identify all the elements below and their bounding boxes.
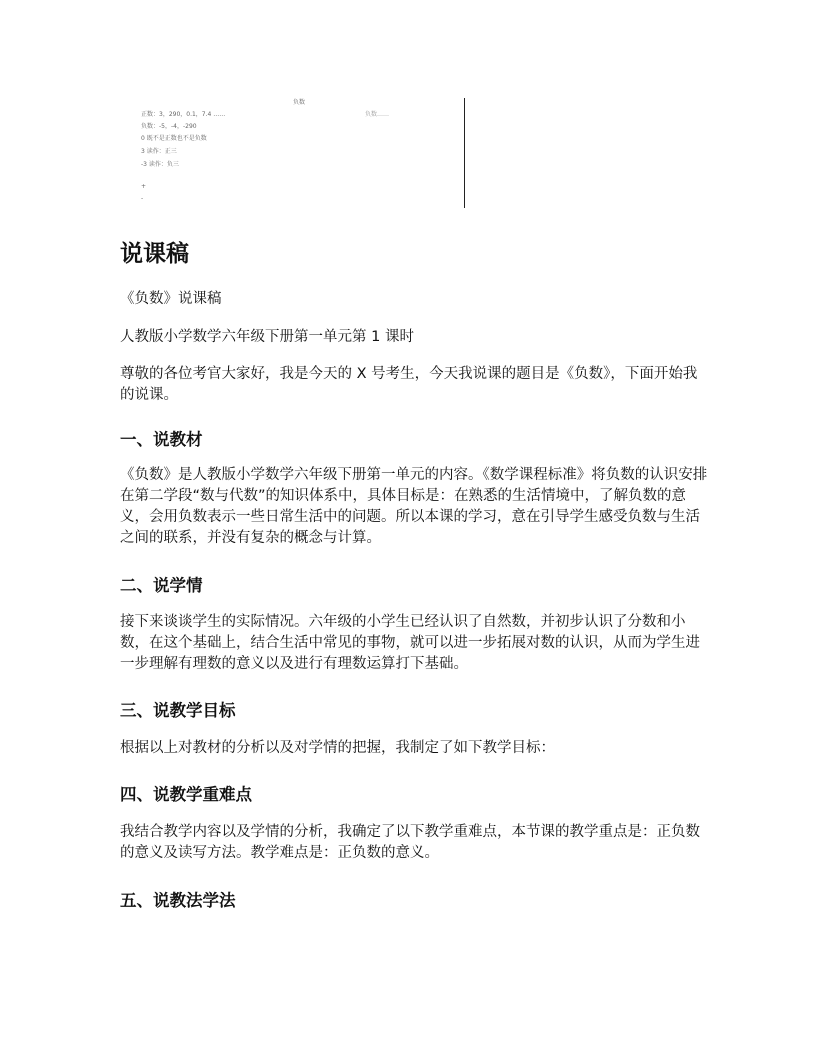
doc-subtitle: 《负数》说课稿 bbox=[120, 291, 222, 307]
board-line: + bbox=[141, 183, 147, 190]
board-divider bbox=[464, 98, 465, 208]
board-line: -3 读作：负三 bbox=[141, 161, 179, 168]
section-body-objectives: 根据以上对教材的分析以及对学情的把握，我制定了如下教学目标： bbox=[120, 740, 555, 756]
unit-line: 人教版小学数学六年级下册第一单元第 1 课时 bbox=[120, 329, 414, 345]
section-title-students: 二、说学情 bbox=[120, 576, 203, 595]
intro-paragraph: 尊敬的各位考官大家好，我是今天的 X 号考生，今天我说课的题目是《负数》，下面开始我的说课。 bbox=[120, 366, 698, 403]
board-line: 3 读作：正三 bbox=[141, 148, 177, 155]
section-title-methods: 五、说教法学法 bbox=[120, 891, 236, 910]
section-body-textbook: 《负数》是人教版小学数学六年级下册第一单元的内容。《数学课程标准》将负数的认识安排在第二学段“数与代数”的知识体系中，具体目标是：在熟悉的生活情境中，了解负数的意义，会用负数表示一些日常生活中的问题。所以本课的学习，意在引导学生感受负数与生活之间的联系，并没有复杂的概念与计算。 bbox=[120, 467, 708, 546]
section-title-objectives: 三、说教学目标 bbox=[120, 701, 236, 720]
board-line: 正数：3，290，0.1，7.4 …… bbox=[141, 111, 226, 118]
board-line: - bbox=[141, 195, 144, 202]
page-title: 说课稿 bbox=[120, 241, 189, 267]
blackboard-design-image bbox=[135, 96, 475, 210]
section-body-students: 接下来谈谈学生的实际情况。六年级的小学生已经认识了自然数，并初步认识了分数和小数，在这个基础上，结合生活中常见的事物，就可以进一步拓展对数的认识，从而为学生进一步理解有理数的意义以及进行有理数运算打下基础。 bbox=[120, 614, 700, 672]
board-right-note: 负数…… bbox=[365, 111, 390, 118]
section-body-key-points: 我结合教学内容以及学情的分析，我确定了以下教学重难点，本节课的教学重点是：正负数的意义及读写方法。教学难点是：正负数的意义。 bbox=[120, 824, 700, 861]
board-title: 负数 bbox=[293, 99, 306, 106]
board-line: 负数：-5，-4，-290 bbox=[141, 123, 197, 130]
section-title-textbook: 一、说教材 bbox=[120, 430, 203, 449]
board-line: 0 既不是正数也不是负数 bbox=[141, 135, 207, 142]
section-title-key-points: 四、说教学重难点 bbox=[120, 785, 252, 804]
